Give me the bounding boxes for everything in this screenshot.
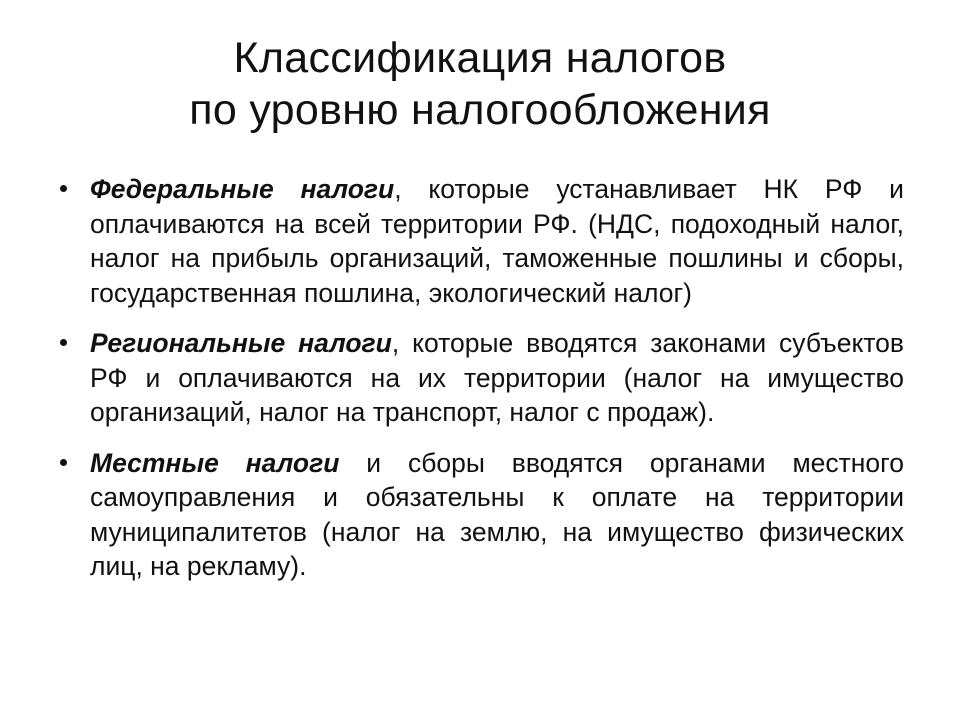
bullet-dot-icon [60, 459, 67, 466]
bullet-item-regional [56, 326, 904, 430]
bullet-item-local [56, 446, 904, 584]
bullet-item-federal [56, 172, 904, 310]
bullet-text: , которые вводятся законами субъектов РФ и оплачиваются на их территории (налог на имущество организаций, налог на транспорт, налог с продаж). [90, 328, 904, 427]
title-line-2: по уровню налогообложения [189, 86, 771, 134]
bullet-term: Региональные налоги [90, 328, 392, 358]
title-line-1: Классификация налогов [233, 34, 727, 82]
bullet-term: Федеральные налоги [90, 174, 395, 204]
bullet-dot-icon [60, 185, 67, 192]
bullet-dot-icon [60, 339, 67, 346]
bullet-term: Местные налоги [90, 447, 340, 478]
bullet-text: и сборы вводятся органами местного самоуправления и обязательны к оплате на территории муниципалитетов (налог на землю, на имущество физических лиц, на рекламу). [90, 447, 904, 581]
bullet-text: , которые устанавливает НК РФ и оплачиваются на всей территории РФ. (НДС, подоходный налог, налог на прибыль организаций, таможенные пошлины и сборы, государственная пошлина, экологический налог) [90, 174, 904, 308]
bullet-list [56, 172, 904, 600]
slide-title [0, 32, 960, 136]
